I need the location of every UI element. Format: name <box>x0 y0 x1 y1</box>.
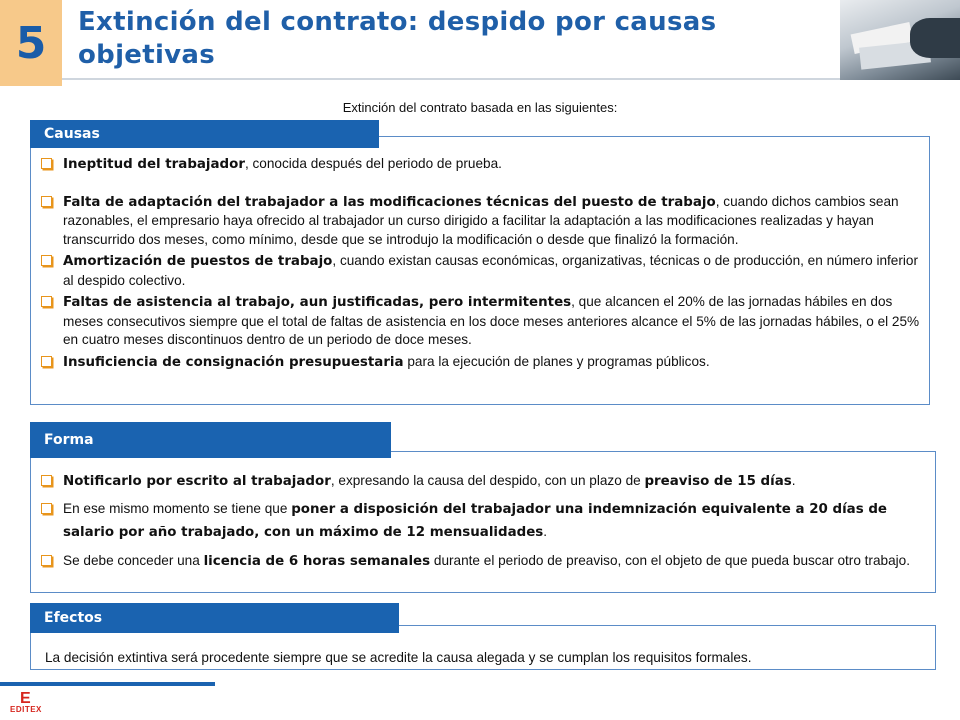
checkbox-bullet-icon <box>41 296 52 307</box>
item-bold: Notificarlo por escrito al trabajador <box>63 474 331 489</box>
list-item <box>35 353 925 373</box>
list-item <box>35 470 935 493</box>
list-item <box>35 193 925 250</box>
item-bold: licencia de 6 horas semanales <box>203 554 431 569</box>
page-title: Extinción del contrato: despido por causas objetivas <box>78 7 717 70</box>
item-text: . <box>543 524 548 539</box>
checkbox-bullet-icon <box>41 196 52 207</box>
list-item <box>35 293 925 350</box>
item-bold: Ineptitud del trabajador <box>63 157 245 172</box>
item-text: para la ejecución de planes y programas públicos. <box>403 353 710 369</box>
list-item <box>35 252 925 290</box>
item-text: durante el periodo de preaviso, con el objeto de que pueda buscar otro trabajo. <box>430 553 910 568</box>
checkbox-bullet-icon <box>41 475 52 486</box>
causas-tab: Causas <box>30 120 379 148</box>
efectos-tab: Efectos <box>30 603 399 633</box>
checkbox-bullet-icon <box>41 555 52 566</box>
item-text: En ese mismo momento se tiene que <box>63 501 292 516</box>
logo-mark-icon: E <box>20 690 31 707</box>
item-bold: Insuficiencia de consignación presupuestaria <box>63 354 404 370</box>
checkbox-bullet-icon <box>41 503 52 514</box>
chapter-badge <box>0 0 62 86</box>
intro-text: Extinción del contrato basada en las siguientes: <box>342 100 618 115</box>
list-item <box>35 498 935 544</box>
chapter-number: 5 <box>15 17 47 69</box>
item-bold: Amortización de puestos de trabajo <box>63 254 333 269</box>
item-bold: poner a disposición del trabajador una indemnización equivalente a 20 días de salario por año trabajado, con un máximo de 12 mensualidades <box>63 502 888 540</box>
forma-tab: Forma <box>30 422 391 458</box>
header-photo <box>840 0 960 80</box>
item-text: , que alcancen el 20% de las jornadas hábiles en dos meses consecutivos siempre que el total de faltas de asistencia en los doce meses anteriores alcance el 5% de las jornadas hábiles, o el 25% en cuatro meses discontinuos dentro de un periodo de doce meses. <box>63 294 920 347</box>
list-item <box>35 155 925 175</box>
item-text: , cuando existan causas económicas, organizativas, técnicas o de producción, en número inferior al despido colectivo. <box>63 253 919 288</box>
item-text: , conocida después del periodo de prueba. <box>244 156 502 171</box>
forma-list <box>35 470 935 574</box>
logo-text: EDITEX <box>10 705 42 714</box>
checkbox-bullet-icon <box>41 255 52 266</box>
causas-list <box>35 155 925 372</box>
item-bold: Falta de adaptación del trabajador a las modificaciones técnicas del puesto de trabajo <box>63 194 716 210</box>
footer-line <box>0 682 215 686</box>
causas-box <box>30 136 930 405</box>
efectos-text: La decisión extintiva será procedente siempre que se acredite la causa alegada y se cumplan los requisitos formales. <box>45 650 752 665</box>
item-bold: preaviso de 15 días <box>644 474 792 489</box>
editex-logo <box>6 690 56 716</box>
forma-box <box>30 451 936 593</box>
list-item <box>35 549 935 574</box>
item-bold: Faltas de asistencia al trabajo, aun justificadas, pero intermitentes <box>63 295 572 310</box>
item-text: , expresando la causa del despido, con un plazo de <box>330 473 645 488</box>
item-text: Se debe conceder una <box>63 553 204 568</box>
item-text: . <box>791 473 796 488</box>
checkbox-bullet-icon <box>41 356 52 367</box>
item-text: , cuando dichos cambios sean razonables, el empresario haya ofrecido al trabajador un curso dirigido a facilitar la adaptación a las modificaciones realizadas y hayan transcurrido dos meses, como mínimo, desde que se introdujo la modificación o desde que finalizó la formación. <box>63 193 899 247</box>
checkbox-bullet-icon <box>41 158 52 169</box>
